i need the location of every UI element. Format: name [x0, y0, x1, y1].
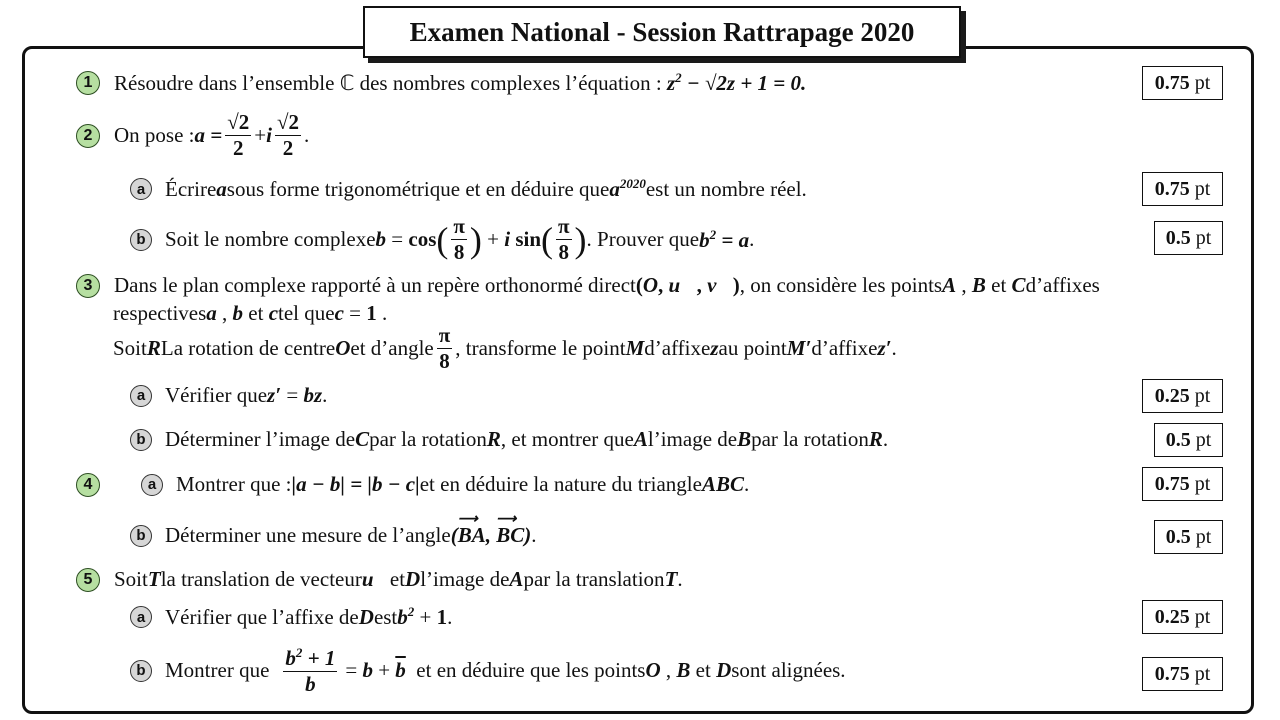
question-5b: b Montrer que $\frac{b^2 + 1}{b}$ = b + $\overline{b}$ et en déduire que les points O , B et D sont alignées. — [130, 646, 846, 695]
points-badge: 0.25 pt — [1142, 600, 1223, 634]
question-text: Soit — [113, 336, 147, 360]
points-badge: 0.75 pt — [1142, 66, 1223, 100]
question-4b: b Déterminer une mesure de l’angle (BA ⟶ , BC ⟶ ) . — [130, 523, 537, 548]
question-3-line2: respectives a , b et c tel que c = 1 . — [113, 301, 388, 325]
question-text: Vérifier que l’affixe de — [165, 604, 359, 629]
subquestion-letter: a — [141, 474, 163, 496]
question-text: et en déduire la nature du triangle — [419, 472, 702, 496]
question-2b: b Soit le nombre complexe b = cos ( $\frac{\pi}{8}$ ) + i sin ( $\frac{\pi}{8}$ ) . Prouver que $b^2 = a$ . — [130, 216, 754, 263]
question-text: est un nombre réel. — [645, 176, 807, 201]
points-badge: 0.5 pt — [1154, 221, 1223, 255]
question-5: 5 Soit T la translation de vecteur u⃗ et D l’image de A par la translation T . — [76, 567, 683, 592]
fraction: $\frac{√2}{2}$ — [227, 110, 250, 160]
question-text: . Prouver que — [586, 227, 700, 251]
question-text: , transforme le point — [455, 336, 626, 360]
question-2a: a Écrire a sous forme trigonométrique et en déduire que $a^{2020}$ est un nombre réel. — [130, 176, 807, 202]
question-text: , et montrer que — [500, 427, 634, 451]
question-text: sont alignées. — [731, 658, 846, 682]
question-text: et d’angle — [350, 336, 434, 360]
subquestion-letter: a — [130, 606, 152, 628]
equation: $z^2 - √2z + 1 = 0$. — [661, 70, 807, 95]
question-text: Soit — [114, 567, 148, 591]
question-text: sous forme trigonométrique et en déduire que — [226, 176, 610, 201]
question-text: d’affixe — [811, 336, 878, 360]
question-text: Montrer que — [165, 658, 270, 682]
question-text: d’affixe — [644, 336, 711, 360]
question-text: la translation de vecteur — [160, 567, 362, 591]
question-number: 4 — [76, 473, 100, 497]
points-badge: 0.75 pt — [1142, 172, 1223, 206]
question-text: d’affixes — [1025, 273, 1100, 297]
question-3: 3 Dans le plan complexe rapporté à un repère orthonormé direct (O, u⃗, v⃗) , on considère les points A , B et C d’affixes — [76, 273, 1100, 298]
question-5a: a Vérifier que l’affixe de D est $b^2$ + 1 . — [130, 604, 452, 630]
question-text: La rotation de centre — [160, 336, 336, 360]
question-1 — [76, 70, 806, 96]
question-text: respectives — [113, 301, 207, 325]
question-text: l’image de — [647, 427, 738, 451]
points-badge: 0.75 pt — [1142, 657, 1223, 691]
question-3a: a Vérifier que z′ = bz . — [130, 383, 327, 408]
exam-title: Examen National - Session Rattrapage 2020 — [363, 6, 961, 58]
question-4: 4 a Montrer que : |a − b| = |b − c| et en déduire la nature du triangle ABC . — [76, 472, 749, 497]
question-text: Écrire — [165, 176, 217, 201]
question-2: 2 On pose : a = $\frac{√2}{2}$ + i $\frac{√2}{2}$ . — [76, 112, 309, 159]
question-3-line3: Soit R La rotation de centre O et d’angle $\frac{\pi}{8}$ , transforme le point M d’affixe z au point M′ d’affixe z′ . — [113, 323, 897, 373]
question-text: Vérifier que — [165, 383, 268, 407]
question-text: Déterminer une mesure de l’angle — [165, 523, 451, 547]
question-text: On pose : — [114, 123, 195, 147]
question-text: Résoudre dans l’ensemble ℂ des nombres complexes l’équation : — [114, 70, 662, 95]
question-number: 5 — [76, 568, 100, 592]
equation: a = — [194, 123, 223, 147]
question-text: est — [373, 604, 398, 629]
question-text: Montrer que : — [176, 472, 292, 496]
question-text: et — [389, 567, 406, 591]
subquestion-letter: b — [130, 429, 152, 451]
question-text: par la rotation — [369, 427, 487, 451]
subquestion-letter: a — [130, 385, 152, 407]
question-text: Soit le nombre complexe — [165, 227, 376, 251]
subquestion-letter: b — [130, 525, 152, 547]
subquestion-letter: a — [130, 178, 152, 200]
subquestion-letter: b — [130, 229, 152, 251]
question-text: Déterminer l’image de — [165, 427, 356, 451]
question-text: tel que — [278, 301, 335, 325]
subquestion-letter: b — [130, 660, 152, 682]
question-number: 1 — [76, 71, 100, 95]
question-3b: b Déterminer l’image de C par la rotation R , et montrer que A l’image de B par la rotation R . — [130, 427, 888, 452]
fraction: $\frac{√2}{2}$ — [276, 110, 299, 160]
question-text: l’image de — [420, 567, 510, 591]
question-text: et en déduire que les points — [416, 658, 646, 682]
question-text: au point — [718, 336, 787, 360]
question-number: 2 — [76, 124, 100, 148]
points-badge: 0.25 pt — [1142, 379, 1223, 413]
question-text: par la rotation — [751, 427, 869, 451]
question-number: 3 — [76, 274, 100, 298]
question-text: par la translation — [523, 567, 665, 591]
points-badge: 0.75 pt — [1142, 467, 1223, 501]
points-badge: 0.5 pt — [1154, 423, 1223, 457]
question-text: Dans le plan complexe rapporté à un repère orthonormé direct — [114, 273, 636, 297]
question-text: , on considère les points — [739, 273, 943, 297]
points-badge: 0.5 pt — [1154, 520, 1223, 554]
